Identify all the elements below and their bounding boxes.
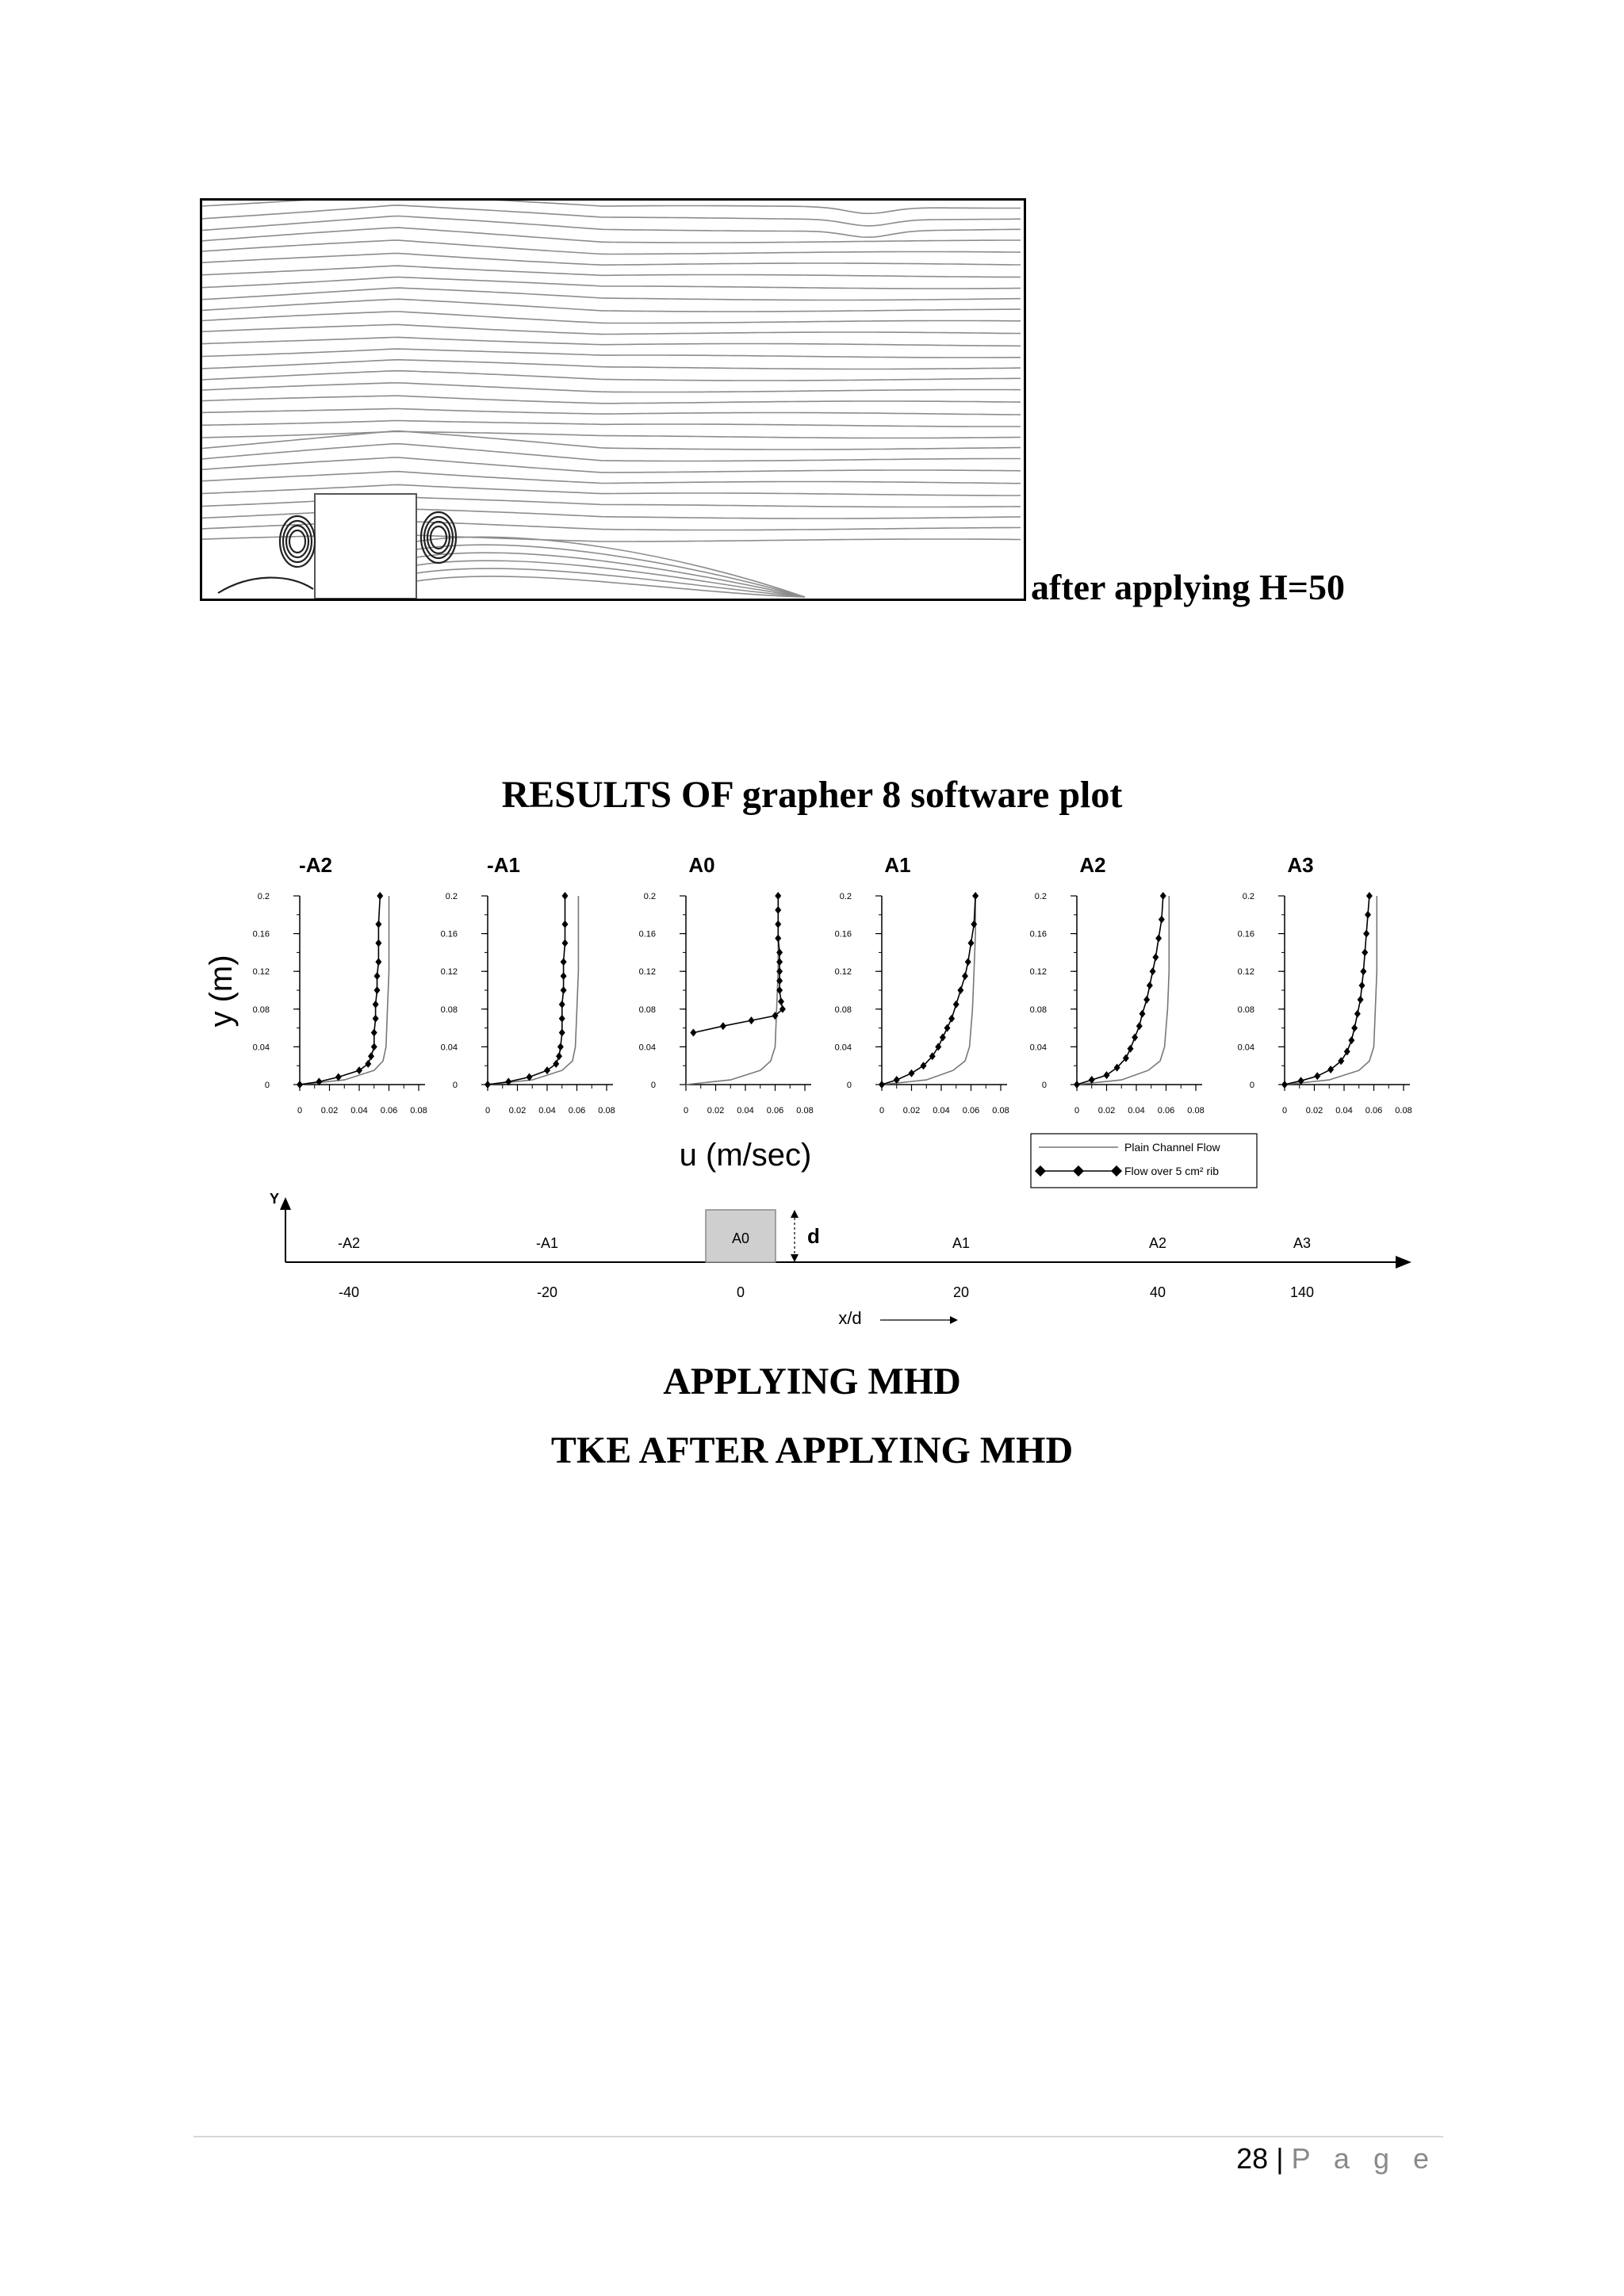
streamline (202, 266, 1021, 277)
panel-title: A0 (688, 853, 715, 877)
page-number: 28 (1236, 2142, 1269, 2175)
rib-block (315, 494, 416, 599)
rib-flow-point (1348, 1036, 1354, 1044)
plain-channel-line (686, 896, 778, 1085)
rib-flow-point (1150, 967, 1156, 975)
x-tick-label: 0.04 (350, 1106, 368, 1115)
rib-flow-point (368, 1052, 374, 1060)
x-tick-label: 0.02 (320, 1106, 339, 1115)
y-tick-label: 0.12 (440, 967, 458, 978)
x-tick-label: 0 (485, 1106, 491, 1115)
x-tick-label: 0.04 (1335, 1106, 1353, 1115)
rib-flow-point (559, 1029, 565, 1037)
rib-flow-point (1362, 948, 1368, 956)
rib-flow-point (375, 958, 381, 966)
y-tick-label: 0.04 (440, 1043, 458, 1053)
x-tick-label: 0.02 (1305, 1106, 1323, 1115)
x-tick-label: 0.06 (962, 1106, 980, 1115)
x-tick-label: 0.02 (902, 1106, 921, 1115)
streamline (202, 396, 1021, 404)
profile-panel (639, 853, 814, 1115)
rib-flow-point (1128, 1045, 1134, 1053)
y-tick-label: 0 (452, 1081, 458, 1090)
panel-title: A2 (1079, 853, 1106, 877)
figure-caption: after applying H=50 (1031, 567, 1345, 607)
rib-flow-point (561, 986, 567, 994)
y-tick-label: 0.04 (834, 1043, 852, 1053)
rib-flow-point (1359, 982, 1365, 989)
station-value: 140 (1289, 1284, 1315, 1300)
x-tick-label: 0 (1074, 1106, 1080, 1115)
y-tick-label: 0.08 (440, 1004, 458, 1015)
rib-flow-point (1147, 982, 1153, 989)
x-direction-arrow (950, 1316, 958, 1324)
rib-flow-point (776, 948, 783, 956)
legend-label-rib: Flow over 5 cm² rib (1124, 1165, 1220, 1177)
rib-flow-line (693, 896, 783, 1033)
station-y-arrow (280, 1197, 291, 1210)
streamline (202, 409, 1021, 415)
rib-flow-point (1159, 916, 1165, 924)
x-tick-label: 0.06 (766, 1106, 784, 1115)
station-name: A3 (1293, 1235, 1312, 1251)
rib-flow-point (909, 1070, 915, 1077)
legend-label-plain: Plain Channel Flow (1124, 1141, 1220, 1154)
y-tick-label: 0.16 (834, 929, 852, 939)
rib-flow-point (1358, 996, 1364, 1004)
streamline (202, 324, 1021, 334)
x-tick-label: 0.06 (1157, 1106, 1175, 1115)
y-tick-label: 0.04 (1237, 1043, 1254, 1053)
x-tick-label: 0 (297, 1106, 303, 1115)
page-label: P a g e (1291, 2142, 1437, 2175)
station-name: -A2 (337, 1235, 361, 1251)
x-tick-label: 0.08 (410, 1106, 427, 1115)
rib-flow-point (971, 920, 977, 928)
streamline (202, 360, 1021, 369)
rib-flow-point (553, 1060, 559, 1068)
station-value: 40 (1149, 1284, 1166, 1300)
upstream-vortex (289, 530, 305, 553)
rib-flow-point (1314, 1072, 1320, 1080)
rib-flow-point (1139, 1010, 1146, 1018)
rib-flow-point (1363, 930, 1369, 938)
rib-flow-point (561, 972, 567, 980)
station-axis (270, 1191, 1411, 1328)
profile-panel (253, 853, 427, 1115)
rib-flow-point (749, 1016, 755, 1024)
x-tick-label: 0.08 (598, 1106, 615, 1115)
y-tick-label: 0.16 (252, 929, 270, 939)
streamline (202, 383, 1021, 392)
rib-flow-point (965, 958, 971, 966)
rib-flow-point (562, 892, 569, 900)
rib-flow-point (690, 1029, 696, 1037)
y-tick-label: 0.12 (834, 967, 852, 978)
y-axis-label: y (m) (204, 955, 239, 1027)
height-arrow-up (791, 1210, 799, 1218)
rib-flow-point (962, 972, 968, 980)
rib-flow-point (968, 939, 975, 947)
y-tick-label: 0.16 (638, 929, 656, 939)
station-value: 20 (952, 1284, 970, 1300)
rib-flow-point (375, 939, 381, 947)
y-tick-label: 0.2 (445, 892, 458, 901)
rib-flow-point (365, 1060, 371, 1068)
streamline-plot (202, 201, 1024, 599)
rib-flow-point (371, 1029, 377, 1037)
height-arrow-down (791, 1254, 799, 1262)
streamline-figure (200, 198, 1026, 601)
rib-flow-point (544, 1066, 550, 1074)
y-tick-label: 0 (1041, 1081, 1047, 1090)
y-tick-label: 0.08 (1237, 1004, 1254, 1015)
rib-flow-point (562, 920, 569, 928)
rib-flow-point (1281, 1081, 1288, 1089)
rib-flow-point (556, 1052, 562, 1060)
streamline (202, 201, 1021, 213)
y-tick-label: 0.08 (638, 1004, 656, 1015)
x-tick-label: 0.04 (1128, 1106, 1145, 1115)
rib-flow-point (371, 1043, 377, 1050)
rib-flow-point (1143, 996, 1150, 1004)
applying-mhd-heading: APPLYING MHD (663, 1360, 961, 1402)
rib-flow-point (778, 997, 784, 1005)
x-tick-label: 0.08 (992, 1106, 1009, 1115)
profile-panel (1238, 853, 1412, 1115)
streamline (202, 254, 1021, 266)
y-tick-label: 0 (1249, 1081, 1254, 1090)
x-tick-label: 0.06 (380, 1106, 398, 1115)
rib-flow-point (1360, 967, 1366, 975)
rib-flow-point (374, 972, 381, 980)
upstream-vortex (283, 521, 312, 562)
tke-heading: TKE AFTER APPLYING MHD (550, 1429, 1074, 1471)
plain-channel-line (1285, 896, 1377, 1085)
rib-flow-line (1077, 896, 1163, 1085)
x-tick-label: 0 (1281, 1106, 1288, 1115)
rib-flow-point (1354, 1010, 1361, 1018)
streamline (202, 371, 1021, 381)
rib-flow-point (559, 1001, 565, 1008)
rib-flow-point (720, 1022, 726, 1030)
plain-channel-line (1077, 896, 1169, 1085)
rib-flow-point (374, 986, 381, 994)
upstream-vortex (280, 516, 315, 567)
station-name: A1 (952, 1235, 971, 1251)
y-tick-label: 0.04 (638, 1043, 656, 1053)
station-name: A2 (1148, 1235, 1167, 1251)
rib-flow-point (559, 1015, 565, 1023)
x-tick-label: 0.04 (737, 1106, 754, 1115)
streamline (202, 337, 1021, 346)
y-tick-label: 0 (264, 1081, 270, 1090)
corner-vortex (218, 578, 313, 593)
panel-title: -A1 (487, 853, 520, 877)
rib-flow-point (957, 986, 963, 994)
rib-flow-point (1365, 911, 1371, 919)
rib-flow-point (562, 939, 569, 947)
x-tick-label: 0.02 (1097, 1106, 1116, 1115)
streamline (202, 444, 1021, 461)
rib-flow-point (1152, 953, 1159, 961)
rib-flow-point (775, 920, 781, 928)
panel-title: -A2 (299, 853, 332, 877)
y-tick-label: 0.08 (252, 1004, 270, 1015)
y-tick-label: 0.2 (1242, 892, 1254, 901)
y-tick-label: 0.12 (252, 967, 270, 978)
rib-flow-point (1136, 1022, 1143, 1030)
streamline (202, 472, 1021, 484)
x-tick-label: 0.04 (933, 1106, 950, 1115)
rib-flow-point (377, 892, 383, 900)
rib-flow-point (1104, 1071, 1110, 1079)
footer-divider (193, 2136, 1443, 2137)
velocity-profile-chart (190, 848, 1459, 1348)
y-tick-label: 0.12 (1029, 967, 1047, 978)
station-y-label: Y (270, 1191, 280, 1207)
y-tick-label: 0.04 (252, 1043, 270, 1053)
rib-flow-point (373, 1001, 379, 1008)
rib-flow-point (1132, 1034, 1138, 1042)
x-tick-label: 0.06 (1365, 1106, 1383, 1115)
y-tick-label: 0.08 (834, 1004, 852, 1015)
rib-flow-point (948, 1015, 955, 1023)
rib-flow-point (375, 920, 381, 928)
rib-flow-point (561, 958, 567, 966)
streamline (202, 288, 1021, 300)
downstream-vortex (431, 526, 446, 549)
rib-flow-point (485, 1081, 491, 1089)
panel-title: A3 (1287, 853, 1314, 877)
rib-flow-point (940, 1034, 946, 1042)
streamline (202, 349, 1021, 358)
profile-panel (835, 853, 1009, 1115)
y-tick-label: 0.04 (1029, 1043, 1047, 1053)
streamline (202, 277, 1021, 289)
y-tick-label: 0.2 (1034, 892, 1047, 901)
footer-separator: | (1276, 2142, 1284, 2175)
rib-flow-point (557, 1043, 564, 1050)
x-tick-label: 0.08 (1395, 1106, 1412, 1115)
page-footer (1236, 2142, 1437, 2175)
rib-flow-point (356, 1066, 362, 1074)
rib-label: A0 (731, 1230, 750, 1246)
x-tick-label: 0.08 (1187, 1106, 1205, 1115)
y-tick-label: 0.2 (839, 892, 852, 901)
legend (1031, 1134, 1257, 1188)
rib-flow-point (1160, 892, 1166, 900)
y-tick-label: 0.12 (638, 967, 656, 978)
rib-flow-point (775, 906, 781, 914)
rib-flow-point (1327, 1066, 1334, 1073)
wall-streamline (416, 576, 805, 597)
y-tick-label: 0.16 (1029, 929, 1047, 939)
rib-flow-line (1285, 896, 1369, 1085)
height-label: d (807, 1224, 820, 1248)
x-tick-label: 0.08 (796, 1106, 814, 1115)
panel-title: A1 (884, 853, 911, 877)
station-name: -A1 (535, 1235, 559, 1251)
streamline (202, 312, 1021, 323)
rib-flow-line (488, 896, 565, 1085)
rib-flow-point (776, 958, 783, 966)
results-heading: RESULTS OF grapher 8 software plot (501, 774, 1123, 816)
rib-flow-point (879, 1081, 885, 1089)
rib-flow-point (775, 892, 781, 900)
streamline (202, 421, 1021, 427)
y-tick-label: 0.08 (1029, 1004, 1047, 1015)
station-x-label: x/d (838, 1308, 862, 1328)
y-tick-label: 0.16 (440, 929, 458, 939)
rib-flow-point (775, 935, 781, 943)
y-tick-label: 0.2 (257, 892, 270, 901)
velocity-profile-figure (190, 848, 1459, 1348)
y-tick-label: 0 (846, 1081, 852, 1090)
rib-flow-point (297, 1081, 303, 1089)
streamline (202, 299, 1021, 312)
y-tick-label: 0.12 (1237, 967, 1254, 978)
streamline (202, 216, 1021, 238)
station-value: 0 (736, 1284, 745, 1300)
profile-panel (441, 853, 615, 1115)
station-value: -20 (536, 1284, 558, 1300)
x-tick-label: 0 (683, 1106, 689, 1115)
rib-flow-point (776, 967, 783, 975)
y-tick-label: 0.2 (643, 892, 656, 901)
rib-flow-point (1155, 935, 1162, 943)
x-tick-label: 0 (879, 1106, 885, 1115)
x-tick-label: 0.06 (568, 1106, 586, 1115)
rib-flow-point (972, 892, 979, 900)
y-tick-label: 0 (650, 1081, 656, 1090)
rib-flow-point (1351, 1024, 1358, 1032)
rib-flow-point (944, 1024, 951, 1032)
x-tick-label: 0.02 (508, 1106, 527, 1115)
rib-flow-point (953, 1001, 959, 1008)
station-value: -40 (338, 1284, 360, 1300)
station-x-arrow (1396, 1256, 1411, 1269)
y-tick-label: 0.16 (1237, 929, 1254, 939)
rib-flow-point (373, 1015, 379, 1023)
rib-flow-point (1074, 1081, 1080, 1089)
x-tick-label: 0.02 (707, 1106, 725, 1115)
profile-panel (1030, 853, 1205, 1115)
x-tick-label: 0.04 (538, 1106, 556, 1115)
rib-flow-point (1366, 892, 1373, 900)
x-axis-label: u (m/sec) (679, 1138, 812, 1173)
streamline (202, 205, 1021, 226)
